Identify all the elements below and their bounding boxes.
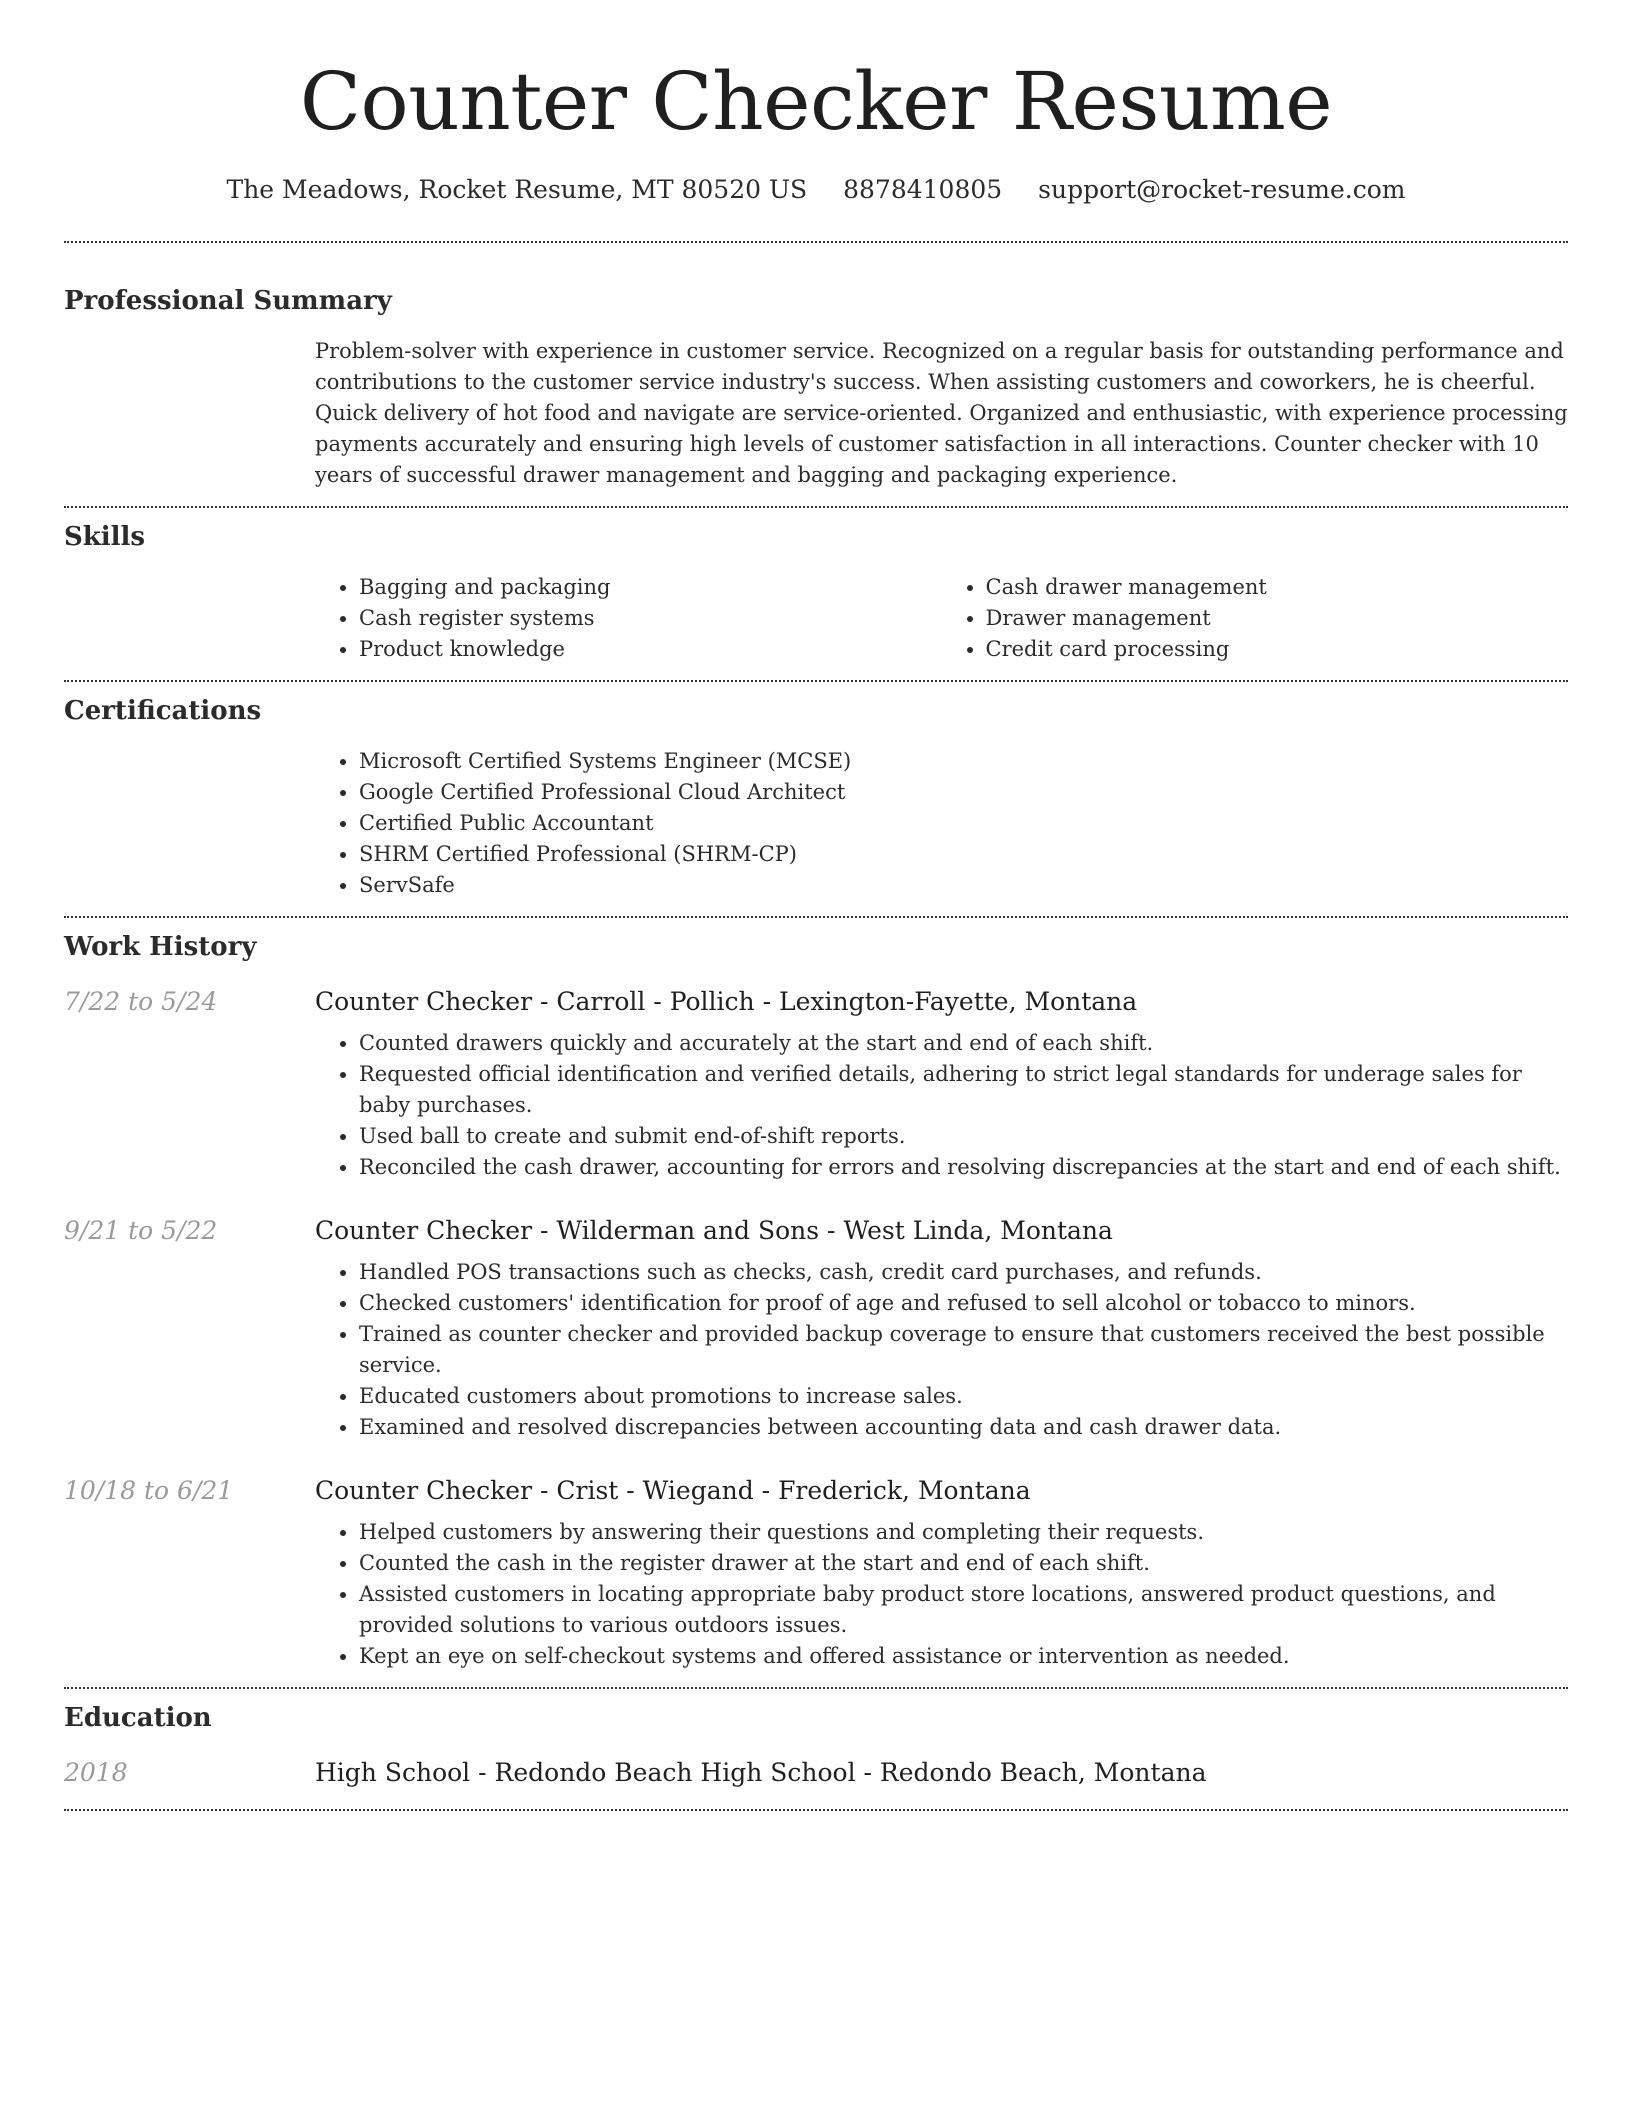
certification-item: • Microsoft Certified Systems Engineer (MCSE) bbox=[359, 746, 1568, 777]
job-dates: 7/22 to 5/24 bbox=[64, 987, 218, 1016]
skill-item: • Credit card processing bbox=[986, 634, 1569, 665]
job-bullet: • Requested official identification and verified details, adhering to strict legal standards for underage sales for baby purchases. bbox=[359, 1059, 1568, 1121]
divider bbox=[64, 1687, 1568, 1689]
divider bbox=[64, 1809, 1568, 1811]
skill-item: • Bagging and packaging bbox=[359, 572, 942, 603]
job-bullet: • Assisted customers in locating appropriate baby product store locations, answered product questions, and provided solutions to various outdoors issues. bbox=[359, 1579, 1568, 1641]
certification-item: • Certified Public Accountant bbox=[359, 808, 1568, 839]
contact-email: support@rocket-resume.com bbox=[1038, 175, 1406, 204]
job-bullets bbox=[315, 1028, 1568, 1183]
job-bullet: • Checked customers' identification for proof of age and refused to sell alcohol or tobacco to minors. bbox=[359, 1288, 1568, 1319]
job-title: Counter Checker - Crist - Wiegand - Frederick, Montana bbox=[315, 1476, 1031, 1505]
section-title-skills: Skills bbox=[64, 522, 146, 552]
certifications-list bbox=[315, 746, 1568, 901]
job-bullet: • Reconciled the cash drawer, accounting for errors and resolving discrepancies at the start and end of each shift. bbox=[359, 1152, 1568, 1183]
skill-item: • Cash register systems bbox=[359, 603, 942, 634]
job-bullet: • Educated customers about promotions to increase sales. bbox=[359, 1381, 1568, 1412]
job-dates: 10/18 to 6/21 bbox=[64, 1476, 234, 1505]
divider bbox=[64, 680, 1568, 682]
job-bullet: • Kept an eye on self-checkout systems and offered assistance or intervention as needed. bbox=[359, 1641, 1568, 1672]
education-year: 2018 bbox=[64, 1758, 128, 1787]
job-entry bbox=[64, 1216, 1568, 1443]
job-title: Counter Checker - Wilderman and Sons - West Linda, Montana bbox=[315, 1216, 1113, 1245]
section-title-certifications: Certifications bbox=[64, 696, 262, 726]
job-bullets bbox=[315, 1517, 1568, 1672]
certification-item: • SHRM Certified Professional (SHRM-CP) bbox=[359, 839, 1568, 870]
job-header bbox=[64, 1476, 1568, 1505]
job-bullet: • Handled POS transactions such as checks, cash, credit card purchases, and refunds. bbox=[359, 1257, 1568, 1288]
section-title-summary: Professional Summary bbox=[64, 286, 392, 316]
divider bbox=[64, 916, 1568, 918]
contact-line bbox=[64, 172, 1568, 208]
job-bullet: • Trained as counter checker and provided backup coverage to ensure that customers received the best possible service. bbox=[359, 1319, 1568, 1381]
job-title: Counter Checker - Carroll - Pollich - Lexington-Fayette, Montana bbox=[315, 987, 1138, 1016]
education-title: High School - Redondo Beach High School - Redondo Beach, Montana bbox=[315, 1758, 1207, 1787]
job-entry bbox=[64, 1476, 1568, 1672]
skills-column-right bbox=[942, 572, 1569, 665]
job-header bbox=[64, 987, 1568, 1016]
contact-phone: 8878410805 bbox=[843, 175, 1003, 204]
job-bullets bbox=[315, 1257, 1568, 1443]
section-title-work-history: Work History bbox=[64, 932, 257, 962]
resume-title: Counter Checker Resume bbox=[299, 55, 1333, 148]
job-entry bbox=[64, 987, 1568, 1183]
job-bullet: • Counted drawers quickly and accurately at the start and end of each shift. bbox=[359, 1028, 1568, 1059]
job-bullet: • Used ball to create and submit end-of-shift reports. bbox=[359, 1121, 1568, 1152]
job-dates: 9/21 to 5/22 bbox=[64, 1216, 218, 1245]
job-bullet: • Counted the cash in the register drawer at the start and end of each shift. bbox=[359, 1548, 1568, 1579]
skills-column-left bbox=[315, 572, 942, 665]
job-header bbox=[64, 1216, 1568, 1245]
divider bbox=[64, 241, 1568, 243]
job-bullet: • Helped customers by answering their questions and completing their requests. bbox=[359, 1517, 1568, 1548]
education-entry bbox=[64, 1758, 1568, 1787]
certification-item: • Google Certified Professional Cloud Architect bbox=[359, 777, 1568, 808]
skill-item: • Drawer management bbox=[986, 603, 1569, 634]
summary-text: Problem-solver with experience in customer service. Recognized on a regular basis for outstanding performance and contributions to the customer service industry's success. When assisting customers and coworkers, he is cheerful. Quick delivery of hot food and navigate are service-oriented. Organized and enthusiastic, with experience processing payments accurately and ensuring high levels of customer satisfaction in all interactions. Counter checker with 10 years of successful drawer management and bagging and packaging experience. bbox=[315, 339, 1568, 487]
divider bbox=[64, 506, 1568, 508]
skill-item: • Cash drawer management bbox=[986, 572, 1569, 603]
certification-item: • ServSafe bbox=[359, 870, 1568, 901]
skill-item: • Product knowledge bbox=[359, 634, 942, 665]
section-title-education: Education bbox=[64, 1703, 212, 1733]
job-bullet: • Examined and resolved discrepancies between accounting data and cash drawer data. bbox=[359, 1412, 1568, 1443]
skills-list bbox=[315, 572, 1568, 665]
contact-address: The Meadows, Rocket Resume, MT 80520 US bbox=[226, 175, 808, 204]
education-header bbox=[64, 1758, 1568, 1787]
